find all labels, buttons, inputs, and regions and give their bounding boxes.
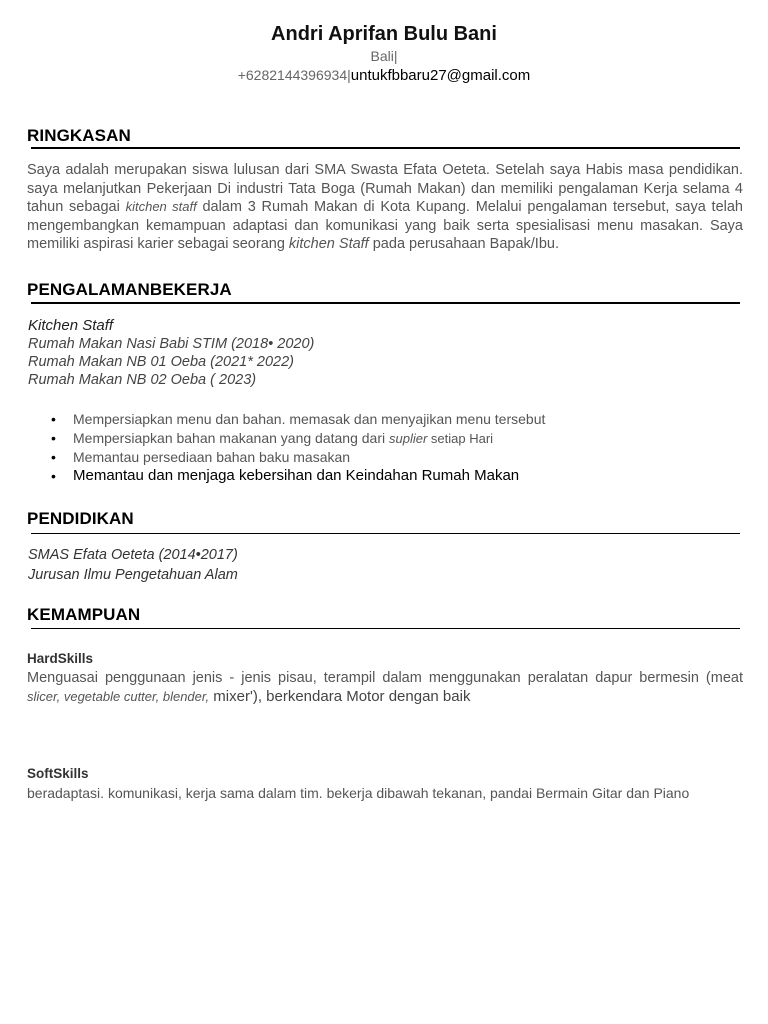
phone-number: +6282144396934|: [237, 67, 351, 83]
summary-role-emphasis: kitchen staff: [125, 199, 197, 215]
summary-text: Saya adalah merupakan siswa lulusan dari SMA Swasta Efata Oeteta. Setelah saya Habis masa pendidikan. saya melanjutkan Pekerjaan Di industri Tata Boga (Rumah Makan) dan memiliki pengalaman Kerja selama 4 tahun sebagai: [27, 162, 743, 216]
section-heading-education: PENDIDIKAN: [27, 509, 134, 528]
section-divider: [31, 533, 740, 534]
section-divider: [31, 628, 740, 629]
section-heading-experience: PENGALAMANBEKERJA: [27, 280, 232, 299]
summary-text: pada perusahaan Bapak/Ibu.: [368, 236, 559, 253]
workplace-item: Rumah Makan Nasi Babi STIM (2018• 2020): [28, 336, 315, 352]
school-name: SMAS Efata Oeteta (2014•2017): [28, 547, 238, 563]
candidate-name: Andri Aprifan Bulu Bani: [271, 23, 497, 45]
softskills-title: SoftSkills: [27, 766, 89, 781]
duty-item: • Memantau persediaan bahan baku masakan: [0, 448, 768, 467]
email-address: untukfbbaru27@gmail.com: [350, 67, 531, 84]
education-block: [28, 545, 728, 585]
hardskills-segment: mixer'), berkendara Motor dengan baik: [209, 687, 471, 705]
section-heading-summary: RINGKASAN: [27, 126, 131, 145]
duty-item: [0, 429, 768, 449]
hardskills-title: HardSkills: [27, 651, 94, 666]
duties-list: [0, 410, 768, 485]
duty-text-emphasis: suplier: [388, 430, 428, 446]
hardskills-text: [27, 669, 743, 706]
section-divider: [31, 302, 740, 304]
softskills-text: beradaptasi. komunikasi, kerja sama dalam tim. bekerja dibawah tekanan, pandai Bermain Gitar dan Piano: [27, 785, 690, 801]
section-divider: [31, 147, 740, 149]
duty-item: • Mempersiapkan menu dan bahan. memasak dan menyajikan menu tersebut: [0, 410, 768, 429]
duty-text: setiap Hari: [427, 430, 494, 446]
contact-line: [0, 66, 768, 85]
summary-role-emphasis: kitchen Staff: [288, 236, 369, 253]
workplace-item: Rumah Makan NB 01 Oeba (2021* 2022): [28, 354, 294, 370]
summary-paragraph: [27, 161, 743, 254]
section-heading-skills: KEMAMPUAN: [27, 605, 141, 624]
duty-item: • Memantau dan menjaga kebersihan dan Keindahan Rumah Makan: [0, 467, 768, 486]
workplace-item: Rumah Makan NB 02 Oeba ( 2023): [28, 372, 257, 388]
summary-text: dalam 3 Rumah Makan di Kota Kupang. Melalui pengalaman tersebut, saya telah mengembangkan kemampuan adaptasi dan komunikasi yang baik serta spesialisasi menu masakan. Saya memiliki aspirasi karier sebagai seorang: [27, 199, 743, 253]
candidate-location: Bali|: [370, 48, 398, 64]
school-major: Jurusan Ilmu Pengetahuan Alam: [28, 567, 238, 583]
hardskills-segment: Menguasai penggunaan jenis - jenis pisau, terampil dalam menggunakan peralatan dapur bermesin (meat: [27, 670, 743, 686]
hardskills-tools: slicer, vegetable cutter, blender,: [27, 688, 210, 704]
job-position: Kitchen Staff: [28, 317, 114, 334]
experience-block: [28, 317, 728, 389]
duty-text: Mempersiapkan bahan makanan yang datang dari: [73, 429, 389, 446]
